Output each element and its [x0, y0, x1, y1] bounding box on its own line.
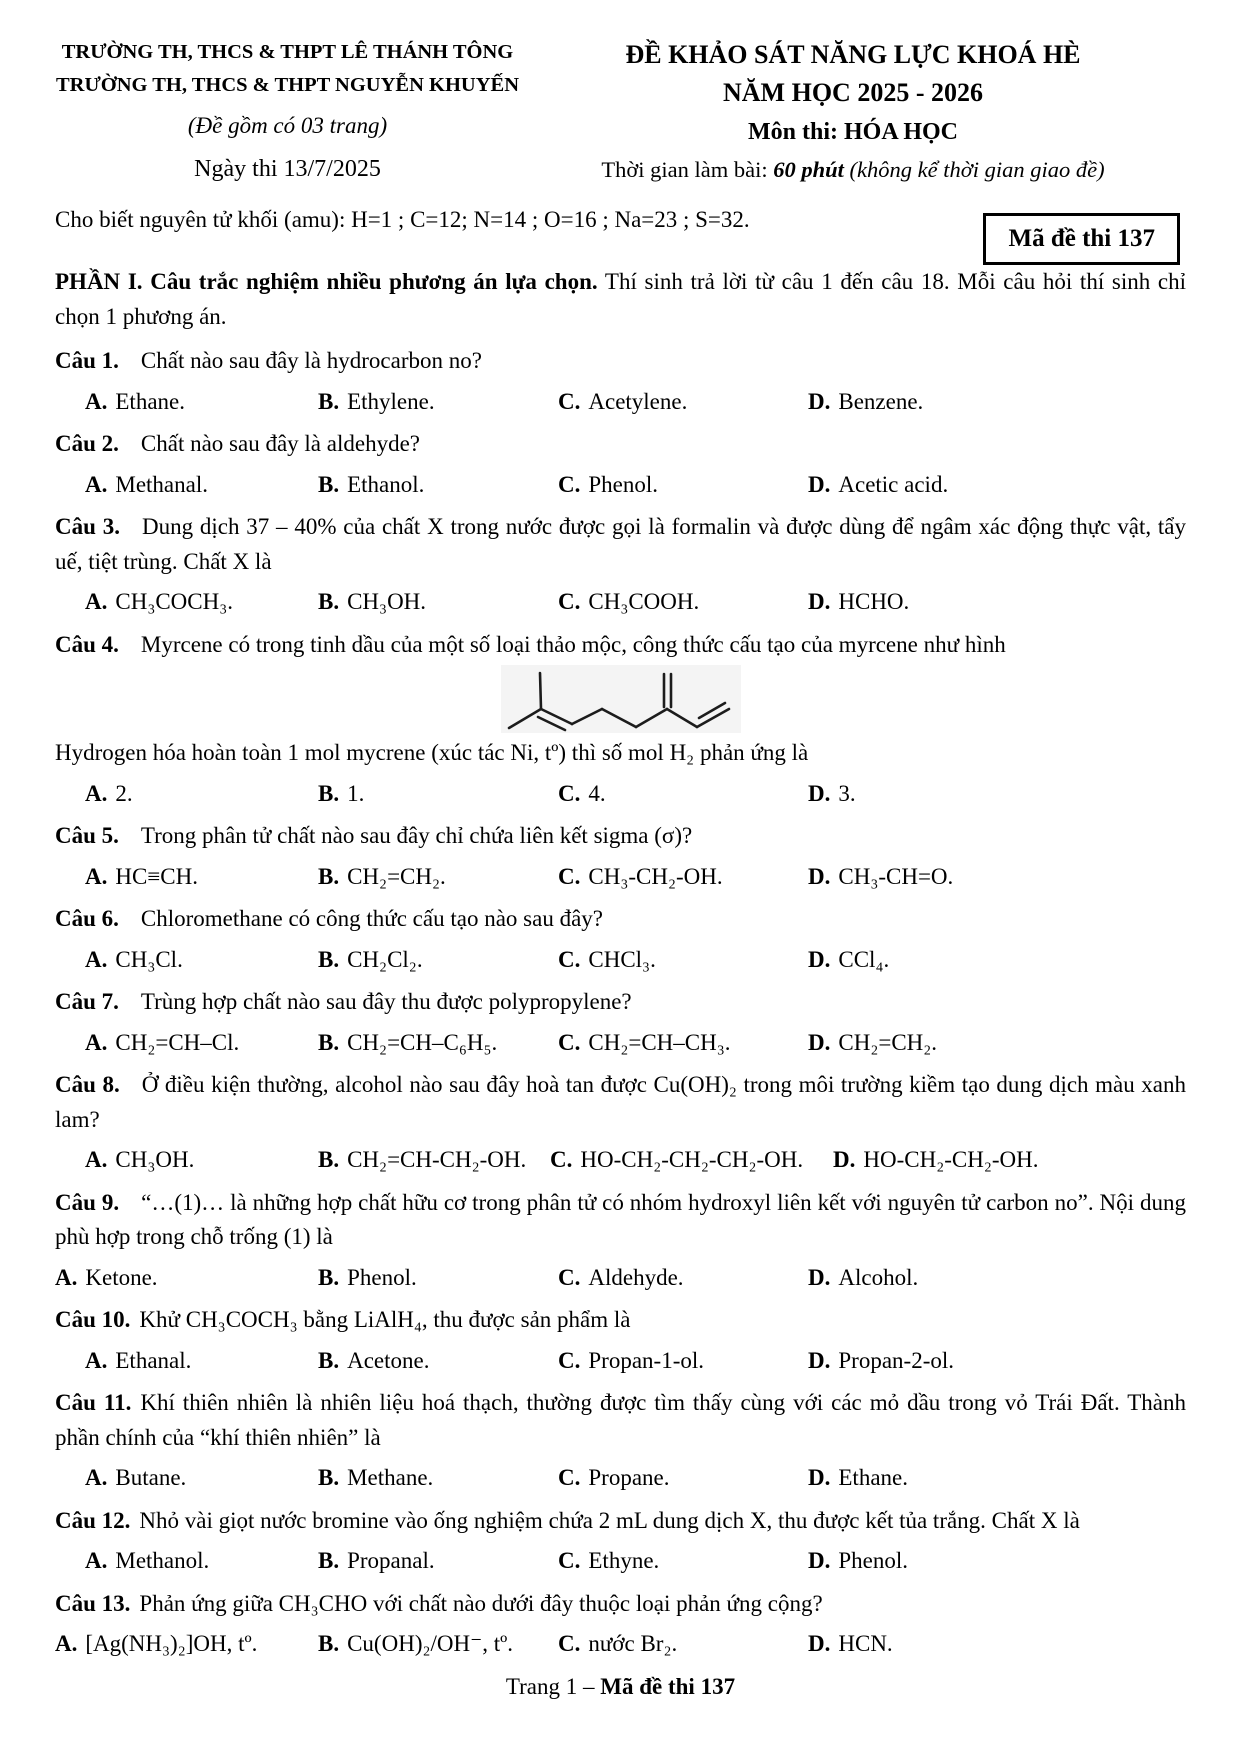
options-row [55, 1026, 1186, 1061]
options-row [55, 1261, 1186, 1296]
question-3 [55, 510, 1186, 620]
option-a: A. Ketone. [55, 1264, 158, 1290]
question-6 [55, 902, 1186, 977]
options-row [55, 1544, 1186, 1579]
option-d: D. HCN. [808, 1631, 893, 1657]
option-d: D. CCl₄. [808, 946, 890, 972]
option-a: A. Methanal. [85, 471, 208, 497]
option-b: B. Cu(OH)₂/OH⁻, tº. [318, 1631, 514, 1657]
question-number: Câu 1. [55, 348, 119, 374]
option-d: D. CH₂=CH₂. [808, 1029, 938, 1055]
option-a: A. CH₃OH. [85, 1147, 195, 1173]
option-a: A. Ethanal. [85, 1347, 192, 1373]
question-number: Câu 7. [55, 989, 119, 1015]
option-a: A. Ethane. [85, 388, 185, 414]
question-7 [55, 985, 1186, 1060]
header-title-block [520, 36, 1186, 187]
question-number: Câu 4. [55, 631, 119, 657]
options-row [55, 860, 1186, 895]
options-row [55, 1143, 1186, 1178]
option-a: A. [Ag(NH₃)₂]OH, tº. [55, 1631, 258, 1657]
option-b: B. Ethanol. [318, 471, 425, 497]
exam-date: Ngày thi 13/7/2025 [194, 156, 381, 183]
question-number: Câu 11. [55, 1390, 132, 1416]
question-2 [55, 427, 1186, 502]
option-c: C. nước Br₂. [558, 1631, 678, 1657]
duration-value: 60 phút [773, 157, 844, 183]
option-c: C. CHCl₃. [558, 946, 656, 972]
question-10 [55, 1303, 1186, 1378]
option-d: D. Alcohol. [808, 1264, 919, 1290]
page-header [55, 36, 1186, 187]
question-4 [55, 628, 1186, 812]
atomic-masses-text: Cho biết nguyên tử khối (amu): H=1 ; C=12; N=14 ; O=16 ; Na=23 ; S=32. [55, 207, 750, 233]
question-text: Trùng hợp chất nào sau đây thu được polypropylene? [140, 989, 632, 1015]
part1-heading-bold: PHẦN I. Câu trắc nghiệm nhiều phương án lựa chọn. [55, 269, 598, 295]
exam-subject: Môn thi: HÓA HỌC [747, 119, 958, 146]
exam-code-box: Mã đề thi 137 [983, 213, 1180, 265]
question-text: Chất nào sau đây là hydrocarbon no? [140, 348, 482, 374]
option-b: B. Methane. [318, 1465, 434, 1491]
options-row [55, 1461, 1186, 1496]
question-number: Câu 6. [55, 906, 119, 932]
option-a: A. 2. [85, 780, 133, 806]
option-d: D. Benzene. [808, 388, 924, 414]
options-row [55, 777, 1186, 812]
question-number: Câu 3. [55, 514, 120, 540]
option-d: D. Acetic acid. [808, 471, 949, 497]
footer-page-label: Trang 1 – [505, 1673, 601, 1699]
option-d: D. Propan-2-ol. [808, 1347, 954, 1373]
option-b: B. CH₂=CH-CH₂-OH. [318, 1147, 527, 1173]
question-post-text: Hydrogen hóa hoàn toàn 1 mol mycrene (xúc tác Ni, tº) thì số mol H₂ phản ứng là [55, 740, 809, 766]
duration-prefix: Thời gian làm bài: [601, 157, 774, 183]
option-c: C. Ethyne. [558, 1548, 660, 1574]
question-text: Nhỏ vài giọt nước bromine vào ống nghiệm chứa 2 mL dung dịch X, thu được kết tủa trắng. Chất X là [139, 1507, 1080, 1533]
pages-note: (Đề gồm có 03 trang) [187, 112, 388, 138]
question-text: “…(1)… là những hợp chất hữu cơ trong phân tử có nhóm hydroxyl liên kết với nguyên tử carbon no”. Nội dung phù hợp trong chỗ trống (1) là [55, 1189, 1186, 1250]
part1-heading-rest: Thí sinh trả lời từ câu 1 đến câu 18. Mỗi câu hỏi thí sinh chỉ chọn 1 phương án. [55, 269, 1186, 329]
school-name-1: TRƯỜNG TH, THCS & THPT LÊ THÁNH TÔNG [61, 41, 514, 63]
option-b: B. Ethylene. [318, 388, 435, 414]
question-number: Câu 8. [55, 1072, 120, 1098]
question-text: Myrcene có trong tinh dầu của một số loại thảo mộc, công thức cấu tạo của myrcene như hình [140, 631, 1006, 657]
question-text: Khử CH₃COCH₃ bằng LiAlH₄, thu được sản phẩm là [139, 1307, 631, 1333]
question-12 [55, 1504, 1186, 1579]
atomic-mass-row [55, 201, 1186, 265]
option-c: C. CH₃-CH₂-OH. [558, 863, 723, 889]
question-text: Chloromethane có công thức cấu tạo nào sau đây? [140, 906, 603, 932]
question-number: Câu 10. [55, 1307, 131, 1333]
option-a: A. CH₃COCH₃. [85, 589, 234, 615]
question-8 [55, 1068, 1186, 1178]
option-d: D. CH₃-CH=O. [808, 863, 954, 889]
option-c: C. Propane. [558, 1465, 670, 1491]
option-c: C. HO-CH₂-CH₂-CH₂-OH. [550, 1147, 804, 1173]
option-c: C. 4. [558, 780, 606, 806]
question-text: Dung dịch 37 – 40% của chất X trong nước được gọi là formalin và được dùng để ngâm xác động thực vật, tẩy uế, tiệt trùng. Chất X là [55, 514, 1186, 574]
question-text: Khí thiên nhiên là nhiên liệu hoá thạch, thường được tìm thấy cùng với các mỏ dầu trong vỏ Trái Đất. Thành phần chính của “khí thiên nhiên” là [55, 1390, 1186, 1450]
option-b: B. CH₃OH. [318, 589, 427, 615]
part1-heading [55, 265, 1186, 334]
option-a: A. CH₃Cl. [85, 946, 183, 972]
option-c: C. Phenol. [558, 471, 659, 497]
question-text: Trong phân tử chất nào sau đây chỉ chứa liên kết sigma (σ)? [140, 823, 693, 849]
question-13 [55, 1587, 1186, 1662]
options-row [55, 468, 1186, 503]
exam-title-line1: ĐỀ KHẢO SÁT NĂNG LỰC KHOÁ HÈ [625, 40, 1081, 69]
option-d: D. 3. [808, 780, 856, 806]
question-9 [55, 1186, 1186, 1296]
question-1 [55, 344, 1186, 419]
option-c: C. Acetylene. [558, 388, 688, 414]
structure-figure [55, 665, 1186, 733]
option-b: B. 1. [318, 780, 365, 806]
question-5 [55, 819, 1186, 894]
option-a: A. CH₂=CH–Cl. [85, 1029, 240, 1055]
option-c: C. Aldehyde. [558, 1264, 684, 1290]
question-number: Câu 12. [55, 1507, 131, 1533]
option-b: B. CH₂Cl₂. [318, 946, 423, 972]
options-row [55, 1627, 1186, 1662]
option-b: B. Propanal. [318, 1548, 435, 1574]
option-a: A. Methanol. [85, 1548, 210, 1574]
option-d: D. HO-CH₂-CH₂-OH. [833, 1147, 1039, 1173]
options-row [55, 585, 1186, 620]
question-number: Câu 5. [55, 823, 119, 849]
header-school-block [55, 36, 520, 187]
myrcene-structure-image [501, 665, 741, 733]
option-b: B. CH₂=CH–C₆H₅. [318, 1029, 498, 1055]
exam-title-line2: NĂM HỌC 2025 - 2026 [723, 77, 983, 107]
options-row [55, 385, 1186, 420]
option-d: D. Phenol. [808, 1548, 909, 1574]
option-c: C. Propan-1-ol. [558, 1347, 704, 1373]
question-11 [55, 1386, 1186, 1496]
page-footer [55, 1670, 1186, 1705]
question-number: Câu 9. [55, 1189, 120, 1215]
option-b: B. CH₂=CH₂. [318, 863, 446, 889]
option-a: A. Butane. [85, 1465, 187, 1491]
school-name-2: TRƯỜNG TH, THCS & THPT NGUYỄN KHUYẾN [55, 73, 520, 96]
option-d: D. Ethane. [808, 1465, 908, 1491]
footer-exam-code: Mã đề thi 137 [600, 1673, 736, 1699]
option-d: D. HCHO. [808, 589, 910, 615]
question-text: Chất nào sau đây là aldehyde? [140, 431, 420, 457]
option-b: B. Acetone. [318, 1347, 430, 1373]
option-c: C. CH₂=CH–CH₃. [558, 1029, 731, 1055]
duration-suffix: (không kể thời gian giao đề) [843, 157, 1105, 183]
options-row [55, 1344, 1186, 1379]
option-a: A. HC≡CH. [85, 863, 198, 889]
options-row [55, 943, 1186, 978]
question-text: Phản ứng giữa CH₃CHO với chất nào dưới đây thuộc loại phản ứng cộng? [139, 1590, 823, 1616]
exam-duration [520, 153, 1186, 187]
option-c: C. CH₃COOH. [558, 589, 700, 615]
option-b: B. Phenol. [318, 1264, 417, 1290]
question-number: Câu 13. [55, 1590, 131, 1616]
question-text: Ở điều kiện thường, alcohol nào sau đây hoà tan được Cu(OH)₂ trong môi trường kiềm tạo dung dịch màu xanh lam? [55, 1072, 1186, 1132]
question-number: Câu 2. [55, 431, 119, 457]
